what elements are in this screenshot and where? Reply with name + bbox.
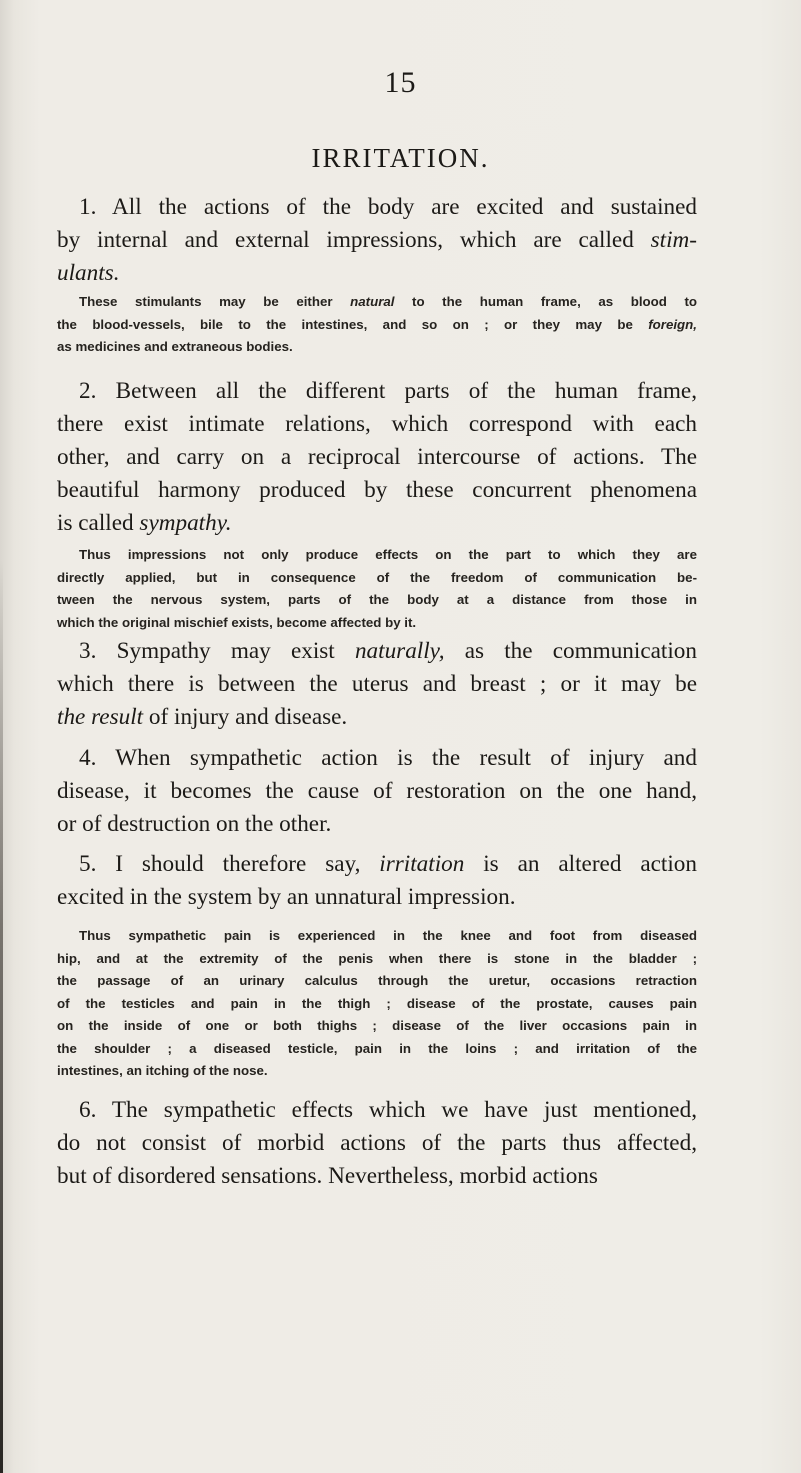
text-line [57,1038,697,1061]
paragraph-text [57,848,697,914]
text-segment: as the communication [444,638,697,664]
paragraph-text [57,375,697,540]
text-line [79,925,697,948]
text-line [79,1094,697,1127]
text-segment: 5. I should therefore say, [79,851,380,877]
italic-text: foreign, [648,316,697,332]
text-segment: is an altered action [464,851,697,877]
text-line [57,612,697,635]
note-text [57,544,697,634]
paragraph-6 [57,1094,697,1193]
text-line [57,970,697,993]
chapter-heading: IRRITATION. [311,143,490,173]
text-segment: on the inside of one or both thighs ; disease of the liver occasions pain in [57,1018,697,1033]
text-line [57,668,697,701]
italic-text: naturally, [354,638,445,664]
text-segment: the shoulder ; a diseased testicle, pain in the loins ; and irritation of the [57,1040,697,1056]
text-segment: by internal and external impressions, which are called [57,227,651,253]
text-line [57,775,697,808]
text-segment: or of destruction on the other. [57,811,332,837]
paragraph-3 [57,635,697,734]
text-line [57,314,697,337]
text-line [57,224,697,257]
text-line [57,567,697,590]
text-line [57,1015,697,1038]
text-line [57,881,697,914]
note-3 [57,925,697,1083]
text-line [57,701,697,734]
italic-text: the result [57,704,144,730]
text-line [79,291,697,314]
italic-text: natural [350,294,395,309]
text-segment: 1. All the actions of the body are excited and sustained [79,194,697,220]
text-segment: which there is between the uterus and breast ; or it may be [57,671,697,697]
text-segment: tween the nervous system, parts of the body at a distance from those in [57,592,697,607]
text-segment: but of disordered sensations. Nevertheless, morbid actions [57,1163,598,1189]
text-segment: 6. The sympathetic effects which we have just mentioned, [79,1097,697,1123]
text-line [57,507,697,540]
text-segment: Thus sympathetic pain is experienced in the knee and foot from diseased [79,928,697,943]
paragraph-1 [57,191,697,290]
text-segment: the blood-vessels, bile to the intestines, and so on ; or they may be [57,316,649,332]
text-line [79,544,697,567]
italic-text: ulants. [57,260,120,286]
text-segment: which the original mischief exists, become affected by it. [57,614,417,630]
text-segment: 3. Sympathy may exist [79,638,355,664]
text-line [57,993,697,1016]
text-segment: of the testicles and pain in the thigh ; disease of the prostate, causes pain [57,995,697,1011]
text-line [79,375,697,408]
paragraph-text [57,1094,697,1193]
text-line [79,742,697,775]
text-line [57,589,697,612]
text-segment: intestines, an itching of the nose. [57,1063,268,1078]
text-segment: other, and carry on a reciprocal intercourse of actions. The [57,444,697,470]
text-segment: to the human frame, as blood to [394,294,698,309]
text-line [79,635,697,668]
text-line [57,808,697,841]
text-segment: there exist intimate relations, which correspond with each [57,411,697,437]
italic-text: stim- [650,227,697,253]
text-line [57,1127,697,1160]
text-line [57,336,697,359]
text-segment: directly applied, but in consequence of the freedom of communication be- [57,569,697,585]
text-line [57,948,697,971]
text-segment: beautiful harmony produced by these concurrent phenomena [57,477,697,503]
text-segment: of injury and disease. [143,704,348,730]
text-line [79,191,697,224]
note-2 [57,544,697,634]
text-segment: do not consist of morbid actions of the parts thus affected, [57,1130,697,1156]
paragraph-2 [57,375,697,540]
text-segment: Thus impressions not only produce effects on the part to which they are [79,547,697,562]
text-segment: the passage of an urinary calculus through the uretur, occasions retraction [57,973,697,988]
page-edge-shadow [0,560,3,1473]
note-1 [57,291,697,359]
text-line [57,257,697,290]
text-line [57,1160,697,1193]
paragraph-4 [57,742,697,841]
text-segment: 2. Between all the different parts of the human frame, [79,378,697,404]
text-segment: excited in the system by an unnatural impression. [57,884,516,910]
paragraph-text [57,635,697,734]
text-segment: 4. When sympathetic action is the result of injury and [79,745,697,771]
text-segment: as medicines and extraneous bodies. [57,339,293,354]
text-line [57,408,697,441]
text-line [79,848,697,881]
text-line [57,441,697,474]
italic-text: sympathy. [139,510,232,536]
paragraph-text [57,742,697,841]
note-text [57,291,697,359]
paragraph-text [57,191,697,290]
text-segment: These stimulants may be either [79,294,351,309]
text-segment: disease, it becomes the cause of restoration on the one hand, [57,778,697,804]
italic-text: irritation [379,851,465,877]
text-line [57,1060,697,1083]
text-segment: hip, and at the extremity of the penis when there is stone in the bladder ; [57,950,697,966]
page-number: 15 [384,66,417,99]
text-segment: is called [57,510,140,536]
text-line [57,474,697,507]
note-text [57,925,697,1083]
paragraph-5 [57,848,697,914]
